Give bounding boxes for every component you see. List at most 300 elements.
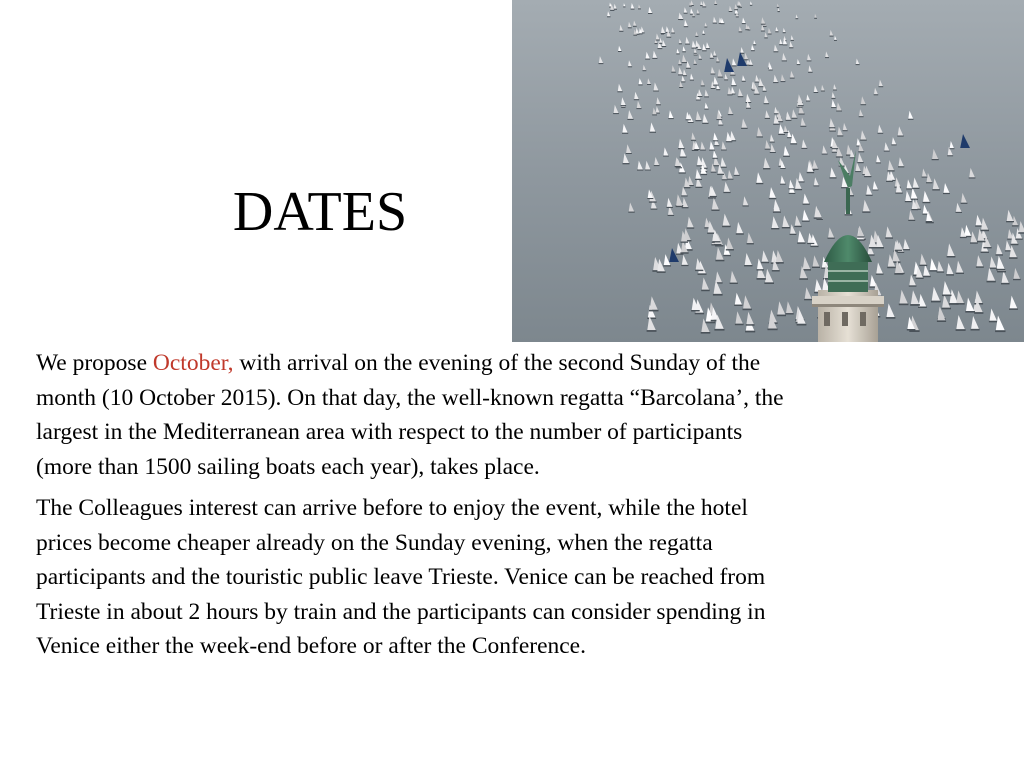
hull xyxy=(861,104,867,105)
hull xyxy=(638,8,641,9)
hull xyxy=(814,92,819,93)
hull xyxy=(856,64,860,65)
hull xyxy=(650,132,657,133)
hull xyxy=(770,142,775,143)
hull xyxy=(756,183,763,184)
hull xyxy=(680,252,688,253)
hull xyxy=(777,7,779,8)
paragraph-1-rest: with arrival on the evening of the second Sunday of the month (10 October 2015). On that day, the well-known regatta “Barcolana’, the largest in the Mediterranean area with respect to the number of participants (more than 1500 sailing boats each year), takes place. xyxy=(36,350,784,480)
hull xyxy=(685,44,690,45)
hull xyxy=(741,128,748,129)
slide-title: DATES xyxy=(232,181,408,243)
hull xyxy=(791,118,797,119)
hull xyxy=(822,154,828,155)
hull xyxy=(1009,308,1018,310)
hull xyxy=(926,221,933,222)
body-text xyxy=(36,346,796,671)
hull xyxy=(713,56,717,57)
regatta-photo xyxy=(512,0,1024,342)
hull xyxy=(969,177,976,178)
hull xyxy=(680,157,687,158)
hull xyxy=(695,179,702,180)
hull xyxy=(653,91,659,92)
hull xyxy=(713,85,719,86)
hull xyxy=(814,185,820,186)
hull xyxy=(695,270,703,271)
hull xyxy=(866,195,873,196)
hull xyxy=(831,107,836,108)
hull xyxy=(790,234,797,235)
hull xyxy=(884,151,890,152)
hull xyxy=(694,64,697,65)
hull xyxy=(678,19,683,20)
hull xyxy=(610,10,614,11)
hull xyxy=(745,29,749,30)
hull xyxy=(722,226,731,228)
hull xyxy=(607,16,611,17)
hull xyxy=(713,165,720,166)
hull xyxy=(796,18,799,19)
hull xyxy=(691,310,700,312)
hull xyxy=(682,62,687,63)
hull xyxy=(652,58,657,59)
hull xyxy=(667,207,673,208)
hull xyxy=(681,242,689,243)
hull xyxy=(682,207,689,208)
hull xyxy=(845,214,853,215)
hull xyxy=(910,304,920,306)
hull xyxy=(623,6,625,7)
hull xyxy=(722,179,728,180)
hull xyxy=(704,109,708,110)
hull xyxy=(734,305,742,306)
hull xyxy=(956,303,965,305)
hull xyxy=(655,43,658,44)
paragraph-1-lead: We propose xyxy=(36,350,153,376)
hull xyxy=(974,312,983,314)
hull xyxy=(908,119,914,120)
hull xyxy=(777,315,786,317)
hull xyxy=(746,108,751,109)
hull xyxy=(744,265,752,266)
hull xyxy=(758,86,764,87)
hull xyxy=(695,313,704,315)
hull xyxy=(996,269,1005,271)
hull xyxy=(862,211,870,212)
hull xyxy=(652,114,657,115)
hull xyxy=(678,148,685,149)
hull xyxy=(798,181,805,182)
paragraph-2: The Colleagues interest can arrive before to enjoy the event, while the hotel prices become cheaper already on the Sunday evening, when the regatta participants and the touristic public leave Trieste. Venice can be reached from Trieste in about 2 hours by train and the participants can consider spending in Venice either the week-end before or after the Conference. xyxy=(36,495,766,659)
hull xyxy=(908,220,915,221)
hull xyxy=(720,167,727,168)
hull xyxy=(956,212,963,213)
hull xyxy=(814,217,822,218)
hull xyxy=(753,44,756,45)
hull xyxy=(711,172,717,173)
hull xyxy=(922,177,928,178)
hull xyxy=(691,140,696,141)
hull xyxy=(738,7,742,8)
paragraph-1 xyxy=(36,346,796,484)
hull xyxy=(734,9,738,10)
hull xyxy=(623,163,630,164)
hull xyxy=(756,136,763,137)
hull xyxy=(730,283,738,284)
hull xyxy=(804,299,812,300)
hull xyxy=(622,133,628,134)
hull xyxy=(807,172,814,173)
hull xyxy=(683,75,687,76)
hull xyxy=(686,119,691,120)
hull xyxy=(773,124,780,125)
hull xyxy=(810,246,818,247)
hull xyxy=(737,6,741,7)
hull xyxy=(960,237,967,238)
hull xyxy=(718,77,723,78)
hull xyxy=(679,43,682,44)
hull xyxy=(637,170,643,171)
hull xyxy=(700,5,703,6)
hull xyxy=(724,79,728,80)
hull xyxy=(1015,239,1022,240)
hull xyxy=(812,267,820,268)
hull xyxy=(668,215,675,216)
hull xyxy=(647,318,656,320)
hull xyxy=(864,176,871,177)
hull xyxy=(634,99,639,100)
hull xyxy=(828,238,835,239)
hull xyxy=(736,16,739,17)
hull xyxy=(798,114,804,115)
hull xyxy=(712,241,720,242)
hull xyxy=(832,152,838,153)
hull xyxy=(731,85,737,86)
hull xyxy=(937,320,946,322)
hull xyxy=(942,308,952,310)
hull xyxy=(783,156,790,157)
hull xyxy=(704,96,709,97)
hull xyxy=(782,227,790,228)
hull xyxy=(716,89,720,90)
hull xyxy=(774,51,779,52)
hull xyxy=(698,273,707,275)
hull xyxy=(886,181,893,182)
hull xyxy=(627,119,633,120)
hull xyxy=(694,53,697,54)
hull xyxy=(761,24,766,25)
hull xyxy=(686,68,691,69)
hull xyxy=(628,66,632,67)
hull xyxy=(923,202,931,203)
hull xyxy=(761,31,765,32)
hull xyxy=(671,72,676,73)
hull xyxy=(965,311,975,313)
hull xyxy=(712,158,717,159)
hull xyxy=(744,59,749,60)
hull xyxy=(755,82,760,83)
hull xyxy=(721,150,727,151)
hull xyxy=(899,304,909,306)
hull xyxy=(723,255,731,256)
hull xyxy=(789,47,793,48)
hull xyxy=(918,307,927,309)
hull xyxy=(697,49,701,50)
hull xyxy=(887,267,896,269)
hull xyxy=(746,324,755,326)
hull xyxy=(876,162,881,163)
hull xyxy=(821,268,829,269)
hull xyxy=(711,74,716,75)
hull xyxy=(702,50,707,51)
hull xyxy=(757,278,766,280)
hull xyxy=(749,65,753,66)
hull xyxy=(832,148,839,149)
hull xyxy=(645,59,650,60)
hull xyxy=(692,48,697,49)
hull xyxy=(764,103,770,104)
hull xyxy=(714,4,717,5)
hull xyxy=(751,50,755,51)
hull xyxy=(887,170,894,171)
hull xyxy=(1012,225,1019,226)
hull xyxy=(971,329,980,331)
hull xyxy=(621,107,625,108)
hull xyxy=(742,81,746,82)
hull xyxy=(898,166,904,167)
hull xyxy=(621,105,627,106)
hull xyxy=(897,252,904,253)
hull xyxy=(727,179,733,180)
hull xyxy=(989,268,997,269)
hull xyxy=(983,247,991,248)
hull xyxy=(613,113,619,114)
hull xyxy=(797,64,801,65)
hull xyxy=(931,301,941,303)
hull xyxy=(676,53,679,54)
hull xyxy=(949,148,954,149)
hull xyxy=(681,195,687,196)
hull xyxy=(666,37,671,38)
hull xyxy=(790,78,795,79)
hull xyxy=(705,322,715,324)
hull xyxy=(713,294,723,296)
hull xyxy=(821,91,825,92)
hull xyxy=(1006,221,1014,222)
hull xyxy=(816,219,823,220)
hull xyxy=(833,90,837,91)
hull xyxy=(633,26,637,27)
hull xyxy=(906,188,912,189)
hull xyxy=(909,285,917,286)
hull xyxy=(681,81,685,82)
hull xyxy=(631,9,635,10)
hull xyxy=(794,226,801,227)
hull xyxy=(695,120,701,121)
hull xyxy=(688,122,694,123)
hull xyxy=(649,310,659,312)
hull xyxy=(829,127,835,128)
hull xyxy=(946,274,954,275)
hull xyxy=(790,143,797,144)
hull xyxy=(778,134,785,135)
hull xyxy=(1001,283,1010,285)
hull xyxy=(726,249,734,250)
hull xyxy=(774,113,779,114)
hull xyxy=(692,16,695,17)
hull xyxy=(807,60,812,61)
hull xyxy=(874,94,879,95)
hull xyxy=(647,84,651,85)
hull xyxy=(728,114,734,115)
hull xyxy=(730,75,735,76)
hull xyxy=(692,150,699,151)
hull xyxy=(684,187,691,188)
hull xyxy=(829,131,836,132)
hull xyxy=(961,203,968,204)
hull xyxy=(738,96,744,97)
hull xyxy=(970,242,978,243)
hull xyxy=(743,309,752,311)
hull xyxy=(872,190,878,191)
hull xyxy=(717,174,724,175)
hull xyxy=(989,321,998,323)
hull xyxy=(633,35,637,36)
hull xyxy=(757,269,765,270)
hull xyxy=(895,193,902,194)
hull xyxy=(947,155,953,156)
hull xyxy=(926,182,933,183)
hull xyxy=(661,33,666,34)
hull xyxy=(678,64,682,65)
hull xyxy=(698,96,703,97)
hull xyxy=(937,271,945,272)
hull xyxy=(785,313,793,314)
hull xyxy=(806,101,810,102)
hull xyxy=(789,193,796,194)
hull xyxy=(699,59,702,60)
hull xyxy=(721,23,725,24)
hull xyxy=(802,221,810,222)
hull xyxy=(654,165,660,166)
hull xyxy=(732,65,737,66)
hull xyxy=(727,94,732,95)
hull xyxy=(857,236,864,237)
hull xyxy=(694,149,700,150)
hull xyxy=(734,175,740,176)
hull xyxy=(932,159,939,160)
hull xyxy=(765,149,771,150)
hull xyxy=(787,137,792,138)
hull xyxy=(783,44,788,45)
hull xyxy=(855,171,861,172)
hull xyxy=(885,237,893,238)
hull xyxy=(702,123,708,124)
hull xyxy=(675,166,681,167)
hull xyxy=(679,87,683,88)
hull xyxy=(747,243,754,244)
hull xyxy=(710,58,714,59)
hull xyxy=(701,332,711,334)
hull xyxy=(903,249,910,250)
hull xyxy=(599,63,604,64)
hull xyxy=(977,241,986,243)
hull xyxy=(718,125,723,126)
hull xyxy=(679,172,686,173)
hull xyxy=(681,265,688,266)
hull xyxy=(911,209,918,210)
hull xyxy=(975,225,983,226)
hull xyxy=(663,156,669,157)
hull xyxy=(782,60,787,61)
hull xyxy=(895,250,902,251)
hull xyxy=(797,107,803,108)
hull xyxy=(812,169,818,170)
hull xyxy=(956,273,964,274)
hull xyxy=(780,184,786,185)
hull xyxy=(769,198,777,199)
hull xyxy=(671,33,675,34)
hull xyxy=(711,210,719,211)
hull xyxy=(763,26,767,27)
hull xyxy=(795,189,803,190)
hull xyxy=(696,100,701,101)
hull xyxy=(659,43,663,44)
hull xyxy=(771,228,779,229)
hull xyxy=(859,116,864,117)
hull xyxy=(711,88,716,89)
hull xyxy=(981,252,989,253)
hull xyxy=(897,136,903,137)
hull xyxy=(995,330,1005,332)
hull xyxy=(997,271,1006,273)
hull xyxy=(662,46,667,47)
hull xyxy=(869,247,878,249)
hull xyxy=(656,104,661,105)
hull xyxy=(684,26,688,27)
hull xyxy=(729,11,733,12)
hull xyxy=(891,144,896,145)
hull xyxy=(876,274,884,275)
month-highlight: October, xyxy=(152,350,234,376)
hull xyxy=(694,55,698,56)
hull xyxy=(858,151,864,152)
hull xyxy=(772,270,780,271)
hull xyxy=(649,201,657,202)
hull xyxy=(657,271,666,273)
hull xyxy=(735,324,744,326)
hull xyxy=(929,270,937,271)
hull xyxy=(714,329,724,331)
hull xyxy=(987,281,996,283)
hull xyxy=(926,222,934,223)
hull xyxy=(763,168,770,169)
hull xyxy=(942,295,951,297)
hull xyxy=(886,317,896,319)
hull xyxy=(690,80,694,81)
hull xyxy=(764,37,768,38)
hull xyxy=(996,254,1004,255)
hull xyxy=(773,82,778,83)
hull xyxy=(912,188,919,189)
hull xyxy=(947,256,956,258)
hull xyxy=(628,27,632,28)
hull xyxy=(645,170,651,171)
hull xyxy=(768,34,772,35)
hull xyxy=(714,145,719,146)
hull xyxy=(780,168,785,169)
hull xyxy=(716,119,722,120)
